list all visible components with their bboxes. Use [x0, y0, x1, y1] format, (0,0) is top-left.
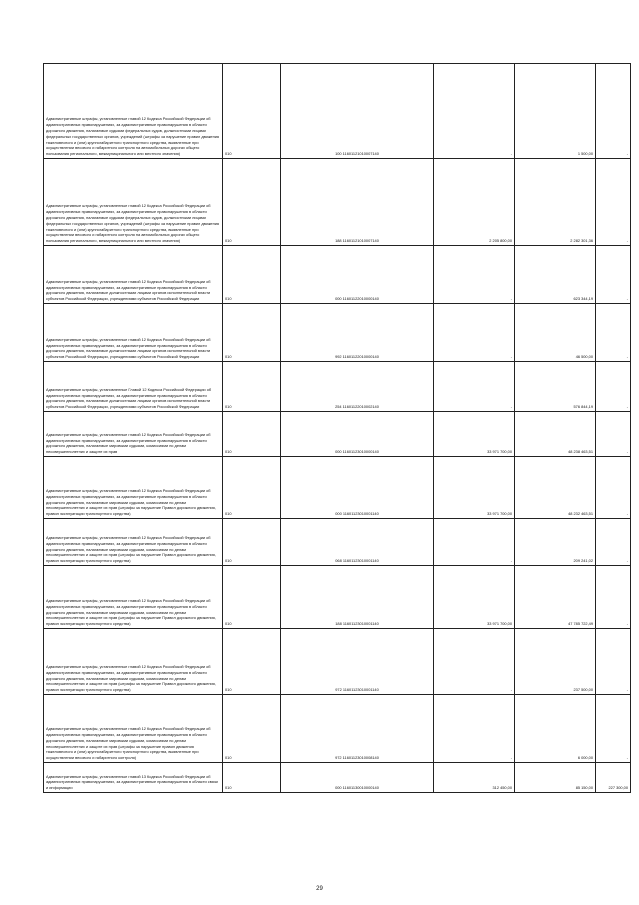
row-description-text: Административные штрафы, установленные главой 12 Кодекса Российской Федерации об административных правонарушениях, за административные правонарушения в области дорожного движения, налагаемые мировыми судьями, комиссиями по делам несовершеннолетних и защите их прав (штрафы за нарушение Правил дорожного движения, правил эксплуатации транспортного средства)	[46, 535, 216, 564]
row-line-code: 010	[223, 695, 281, 763]
row-description	[44, 763, 223, 793]
row-executed-amount: 1 500,00	[515, 64, 596, 159]
row-description	[44, 159, 223, 246]
row-budget-code: 000 11601122010000140	[281, 246, 434, 304]
row-description-text: Административные штрафы, установленные главой 12 Кодекса Российской Федерации об административных правонарушениях, за административные правонарушения в области дорожного движения, налагаемые должностными лицами органов исполнительной власти субъектов Российской Федерации, учреждениями субъектов Российской Федерации	[46, 278, 211, 302]
table-row	[44, 457, 631, 519]
row-description-text: Административные штрафы, установленные главой 12 Кодекса Российской Федерации об административных правонарушениях, за административные правонарушения в области дорожного движения, налагаемые должностными лицами органов исполнительной власти субъектов Российской Федерации, учреждениями субъектов Российской Федерации	[46, 336, 211, 360]
table-row	[44, 362, 631, 412]
row-line-code: 010	[223, 304, 281, 362]
row-approved-amount: 312 450,00	[434, 763, 515, 793]
row-unexecuted-amount: -	[596, 519, 631, 566]
row-description	[44, 566, 223, 629]
row-unexecuted-amount: -	[596, 304, 631, 362]
row-description	[44, 629, 223, 695]
row-unexecuted-amount: -	[596, 566, 631, 629]
row-unexecuted-amount: -	[596, 695, 631, 763]
row-line-code: 010	[223, 159, 281, 246]
row-unexecuted-amount: -	[596, 362, 631, 412]
table-row	[44, 246, 631, 304]
row-line-code: 010	[223, 64, 281, 159]
table-row	[44, 629, 631, 695]
row-approved-amount: 33 971 700,00	[434, 457, 515, 519]
row-line-code: 010	[223, 246, 281, 304]
page-number: 29	[316, 886, 323, 892]
table-row	[44, 566, 631, 629]
row-unexecuted-amount: -	[596, 64, 631, 159]
table-row	[44, 519, 631, 566]
row-description	[44, 412, 223, 457]
row-approved-amount: 2 205 800,00	[434, 159, 515, 246]
row-budget-code: 188 11601121010007140	[281, 159, 434, 246]
row-description	[44, 246, 223, 304]
row-approved-amount: -	[434, 246, 515, 304]
table-row	[44, 695, 631, 763]
row-executed-amount: 48 232 463,51	[515, 457, 596, 519]
row-budget-code: 254 11601122010002140	[281, 362, 434, 412]
row-description	[44, 519, 223, 566]
row-budget-code: 972 11601123010001140	[281, 629, 434, 695]
table-row	[44, 304, 631, 362]
row-budget-code: 000 11601123010000140	[281, 412, 434, 457]
row-executed-amount: 2 282 301,36	[515, 159, 596, 246]
row-executed-amount: 576 844,19	[515, 362, 596, 412]
row-approved-amount: -	[434, 629, 515, 695]
row-budget-code: 100 11601121010007140	[281, 64, 434, 159]
table-row	[44, 412, 631, 457]
row-executed-amount: 237 500,00	[515, 629, 596, 695]
row-unexecuted-amount: -	[596, 159, 631, 246]
row-unexecuted-amount: -	[596, 246, 631, 304]
row-description	[44, 362, 223, 412]
row-description	[44, 695, 223, 763]
row-budget-code: 992 11601122010000140	[281, 304, 434, 362]
row-executed-amount: 47 785 722,49	[515, 566, 596, 629]
row-line-code: 010	[223, 763, 281, 793]
row-description	[44, 64, 223, 159]
row-executed-amount: 85 150,00	[515, 763, 596, 793]
table-row	[44, 763, 631, 793]
row-line-code: 010	[223, 519, 281, 566]
row-approved-amount: -	[434, 519, 515, 566]
row-budget-code: 000 11601123010001140	[281, 457, 434, 519]
row-approved-amount: 33 971 700,00	[434, 566, 515, 629]
row-description-text: Административные штрафы, установленные главой 12 Кодекса Российской Федерации об административных правонарушениях, за административные правонарушения в области дорожного движения, налагаемые мировыми судьями, комиссиями по делам несовершеннолетних и защите их прав (штрафы за нарушение Правил дорожного движения, правил эксплуатации транспортного средства)	[46, 488, 216, 517]
row-description	[44, 304, 223, 362]
row-description-text: Административные штрафы, установленные Главой 12 Кодекса Российской Федерации об административных правонарушениях, за административные правонарушения в области дорожного движения, налагаемые должностными лицами органов исполнительной власти субъектов Российской Федерации, учреждениями субъектов Российской Федерации	[46, 386, 212, 410]
row-budget-code: 188 11601123010001140	[281, 566, 434, 629]
row-line-code: 010	[223, 412, 281, 457]
row-description-text: Административные штрафы, установленные главой 12 Кодекса Российской Федерации об административных правонарушениях, за административные правонарушения в области дорожного движения, налагаемые судьями федеральных судов, должностными лицами федеральных государственных органов, учреждений (штрафы за нарушение правил движения тяжеловесного и (или) крупногабаритного транспортного средства, выявленные при осуществлении весового и габаритного контроля на автомобильных дорогах общего пользования регионального, межмуниципального или местного значения)	[46, 203, 220, 244]
row-unexecuted-amount: -	[596, 629, 631, 695]
row-description-text: Административные штрафы, установленные главой 12 Кодекса Российской Федерации об административных правонарушениях, за административные правонарушения в области дорожного движения, налагаемые мировыми судьями, комиссиями по делам несовершеннолетних и защите их прав (штрафы за нарушение Правил дорожного движения, правил эксплуатации транспортного средства)	[46, 664, 216, 693]
row-unexecuted-amount: 227 300,00	[596, 763, 631, 793]
report-table-body	[44, 64, 631, 793]
row-line-code: 010	[223, 629, 281, 695]
row-approved-amount: -	[434, 64, 515, 159]
row-executed-amount: 6 000,00	[515, 695, 596, 763]
table-row	[44, 159, 631, 246]
row-description-text: Административные штрафы, установленные главой 12 Кодекса Российской Федерации об административных правонарушениях, за административные правонарушения в области дорожного движения, налагаемые мировыми судьями, комиссиями по делам несовершеннолетних и защите их прав	[46, 431, 211, 455]
row-line-code: 010	[223, 457, 281, 519]
row-description-text: Административные штрафы, установленные главой 12 Кодекса Российской Федерации об административных правонарушениях, за административные правонарушения в области дорожного движения, налагаемые мировыми судьями, комиссиями по делам несовершеннолетних и защите их прав (штрафы за нарушение Правил дорожного движения, правил эксплуатации транспортного средства)	[46, 598, 216, 627]
row-line-code: 010	[223, 566, 281, 629]
row-line-code: 010	[223, 362, 281, 412]
row-budget-code: 068 11601123010001140	[281, 519, 434, 566]
row-executed-amount: 623 344,19	[515, 246, 596, 304]
row-executed-amount: 48 238 463,51	[515, 412, 596, 457]
table-row	[44, 64, 631, 159]
row-executed-amount: 46 500,00	[515, 304, 596, 362]
row-description	[44, 457, 223, 519]
report-table	[43, 63, 631, 793]
row-description-text: Административные штрафы, установленные главой 13 Кодекса Российской Федерации об административных правонарушениях, за административные правонарушения в области связи и информации	[46, 773, 218, 791]
row-approved-amount: -	[434, 695, 515, 763]
row-unexecuted-amount: -	[596, 412, 631, 457]
row-description-text: Административные штрафы, установленные главой 12 Кодекса Российской Федерации об административных правонарушениях, за административные правонарушения в области дорожного движения, налагаемые судьями федеральных судов, должностными лицами федеральных государственных органов, учреждений (штрафы за нарушение правил движения тяжеловесного и (или) крупногабаритного транспортного средства, выявленные при осуществлении весового и габаритного контроля на автомобильных дорогах общего пользования регионального, межмуниципального или местного значения)	[46, 116, 220, 157]
row-budget-code: 972 11601123010008140	[281, 695, 434, 763]
row-description-text: Административные штрафы, установленные главой 12 Кодекса Российской Федерации об административных правонарушениях, за административные правонарушения в области дорожного движения, налагаемые мировыми судьями, комиссиями по делам несовершеннолетних и защите их прав (штрафы за нарушение правил движения тяжеловесного и (или) крупногабаритного транспортного средства, выявленные при осуществлении весового и габаритного контроля)	[46, 726, 211, 761]
row-unexecuted-amount: -	[596, 457, 631, 519]
row-approved-amount: -	[434, 304, 515, 362]
row-executed-amount: 209 241,02	[515, 519, 596, 566]
row-approved-amount: -	[434, 362, 515, 412]
row-budget-code: 000 11601130010000140	[281, 763, 434, 793]
row-approved-amount: 33 971 700,00	[434, 412, 515, 457]
